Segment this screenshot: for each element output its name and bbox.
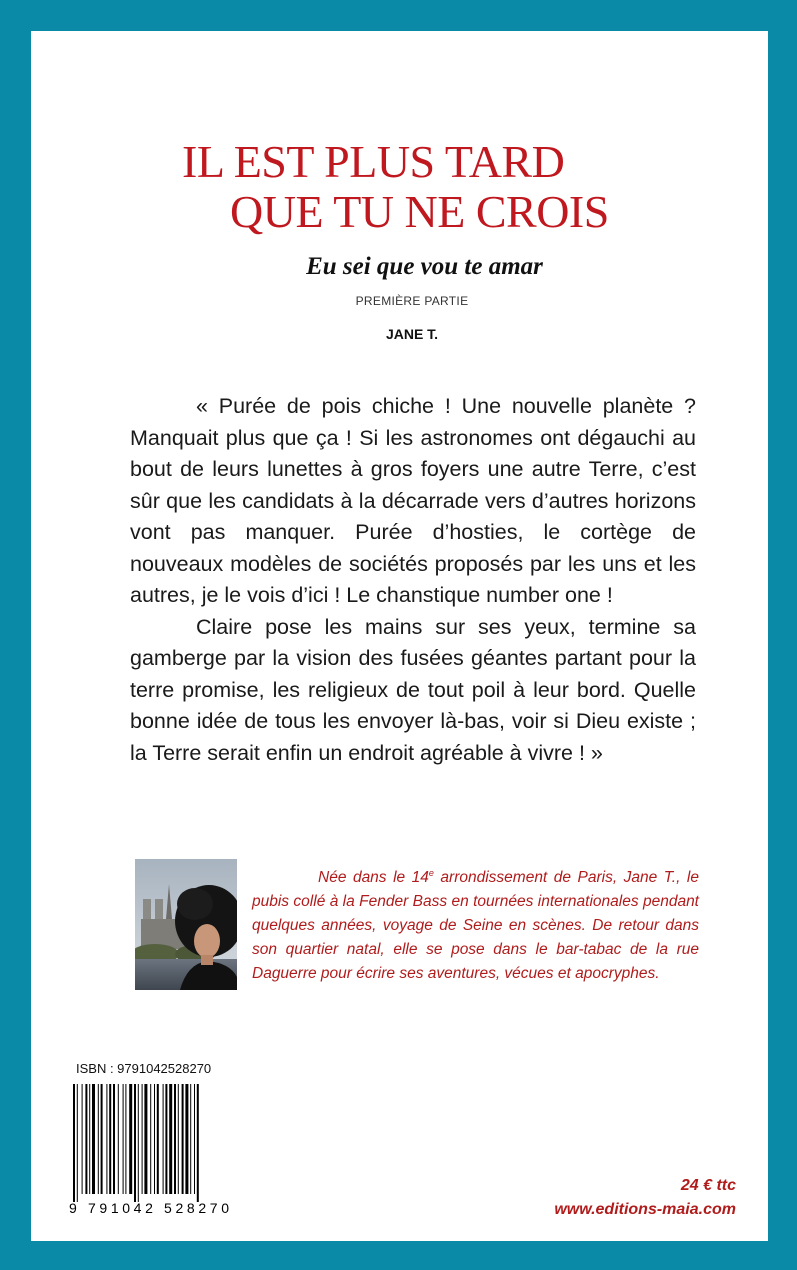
barcode-bar — [144, 1084, 147, 1194]
barcode-bar — [138, 1084, 139, 1202]
author-bio — [252, 861, 699, 986]
barcode-bar — [82, 1084, 83, 1194]
barcode-bar — [89, 1084, 90, 1194]
barcode-bar — [197, 1084, 199, 1202]
book-subtitle: Eu sei que vou te amar — [306, 253, 543, 280]
excerpt-paragraph-2: Claire pose les mains sur ses yeux, termine sa gamberge par la vision des fusées géantes partant pour la terre promise, les religieux de tout poil à leur bord. Quelle bonne idée de tous les envoyer là-bas, voir si Dieu existe ; la Terre serait enfin un endroit agréable à vivre ! » — [130, 614, 696, 765]
barcode-bar — [129, 1084, 132, 1194]
barcode-bar — [92, 1084, 95, 1194]
barcode-bar — [165, 1084, 167, 1194]
barcode-bar — [163, 1084, 164, 1194]
barcode-bar — [85, 1084, 87, 1194]
barcode-bar — [178, 1084, 179, 1194]
barcode-bar — [77, 1084, 78, 1202]
book-excerpt — [130, 391, 696, 769]
barcode-bar — [142, 1084, 143, 1194]
barcode-bar — [101, 1084, 103, 1194]
barcode-bar — [169, 1084, 172, 1194]
barcode-digits: 9 791042 528270 — [69, 1200, 229, 1216]
barcode-bar — [134, 1084, 136, 1202]
title-line-2: QUE TU NE CROIS — [230, 186, 609, 237]
bio-text-start: Née dans le 14 — [318, 869, 429, 887]
barcode-bar — [174, 1084, 176, 1194]
barcode — [67, 1084, 232, 1216]
barcode-bar — [150, 1084, 151, 1194]
barcode-bar — [98, 1084, 99, 1194]
isbn-label: ISBN : 9791042528270 — [76, 1061, 212, 1076]
barcode-bar — [118, 1084, 119, 1194]
barcode-bar — [154, 1084, 155, 1194]
barcode-bar — [194, 1084, 195, 1194]
barcode-bar — [109, 1084, 111, 1194]
author-name: JANE T. — [385, 326, 439, 342]
publisher-website[interactable]: www.editions-maia.com — [554, 1201, 736, 1218]
part-label: PREMIÈRE PARTIE — [355, 294, 469, 308]
back-cover — [31, 31, 768, 1241]
title-line-1: IL EST PLUS TARD — [182, 136, 565, 187]
price: 24 € ttc — [680, 1177, 736, 1194]
barcode-bar — [182, 1084, 184, 1194]
author-photo — [135, 859, 237, 990]
barcode-bar — [106, 1084, 107, 1194]
barcode-bar — [157, 1084, 159, 1194]
barcode-bar — [113, 1084, 115, 1194]
bio-superscript: e — [428, 868, 434, 878]
bio-text-rest: arrondissement de Paris, Jane T., le pubis collé à la Fender Bass en tournées internationales pendant quelques années, voyage de Seine en scènes. De retour dans son quartier natal, elle se pose dans le bar-tabac de la rue Daguerre pour écrire ses aventures, vécues et apocryphes. — [252, 869, 699, 983]
barcode-bar — [185, 1084, 188, 1194]
barcode-bar — [125, 1084, 126, 1194]
barcode-bar — [190, 1084, 191, 1194]
excerpt-paragraph-1: « Purée de pois chiche ! Une nouvelle planète ? Manquait plus que ça ! Si les astronomes ont dégauchi au bout de leurs lunettes à gros foyers une autre Terre, c’est sûr que les candidats à la décarrade vers d’autres horizons vont pas manquer. Purée d’hosties, le cortège de nouveaux modèles de sociétés proposés par les uns et les autres, je le vois d’ici ! Le chanstique number one ! — [130, 394, 696, 607]
barcode-bar — [123, 1084, 124, 1194]
barcode-bar — [73, 1084, 75, 1202]
